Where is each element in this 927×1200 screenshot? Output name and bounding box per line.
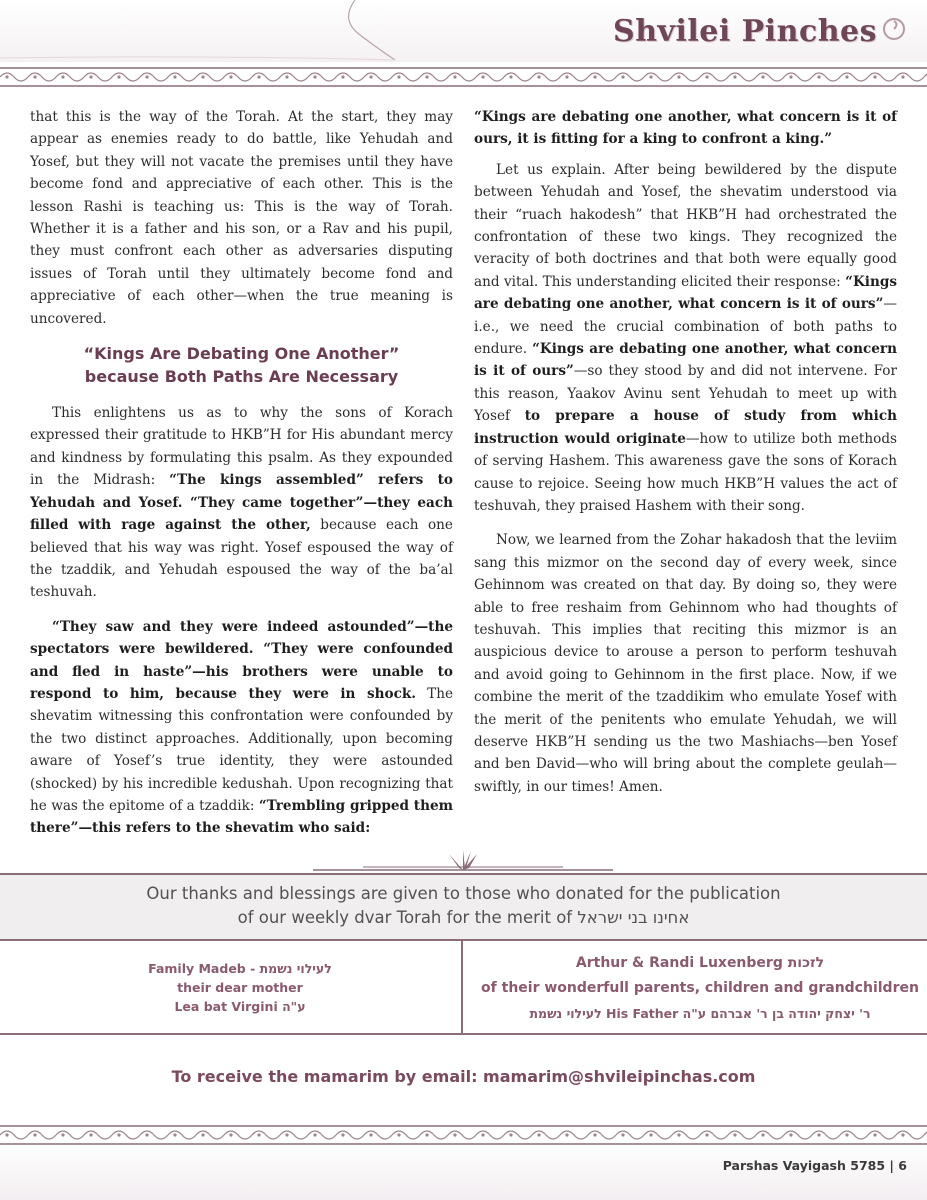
donor-thanks-line-1: Our thanks and blessings are given to those who donated for the publication	[146, 884, 781, 903]
scroll-ornament	[532, 1131, 560, 1139]
scroll-dot	[397, 75, 400, 78]
scroll-ornament	[308, 73, 336, 81]
scroll-dot	[117, 1133, 120, 1136]
text-run: —how to utilize both methods of serving Hashem. This awareness gave the sons of Korach cause to rejoice. Seeing how much HKB”H values the act of teshuvah, they praised Hashem with their song.	[474, 430, 898, 514]
section-subheading	[30, 342, 453, 388]
scroll-ornament	[420, 73, 448, 81]
donor-thanks-band	[0, 873, 927, 941]
scroll-dot	[341, 1133, 344, 1136]
donor-divider	[461, 939, 463, 1033]
scroll-ornament	[336, 73, 364, 81]
scroll-ornament	[28, 73, 56, 81]
text-run: The shevatim witnessing this confrontation were confounded by the two distinct approaches. Additionally, upon becoming aware of Yosef’s true identity, they were astounded (shocked) by his incredible kedushah. Upon recognizing that he was the epitome of a tzaddik:	[30, 685, 453, 814]
scroll-ornament	[56, 73, 84, 81]
scroll-ornament	[476, 73, 504, 81]
scroll-ornament	[448, 73, 476, 81]
scroll-dot	[117, 75, 120, 78]
top-ornament-border	[0, 66, 927, 88]
scroll-ornament	[644, 73, 672, 81]
scroll-dot	[313, 75, 316, 78]
scroll-ornament	[336, 1131, 364, 1139]
scroll-ornament	[140, 1131, 168, 1139]
scroll-ornament	[504, 1131, 532, 1139]
scroll-ornament	[392, 1131, 420, 1139]
scroll-ornament	[168, 73, 196, 81]
scroll-dot	[901, 75, 904, 78]
scroll-dot	[453, 1133, 456, 1136]
scroll-ornament	[616, 73, 644, 81]
scroll-ornament	[672, 1131, 700, 1139]
text-run: because each one believed that his way was right. Yosef espoused the way of the tzaddik, and Yehudah espoused the way of the ba’al teshuvah.	[30, 517, 453, 601]
scroll-ornament	[784, 1131, 812, 1139]
scroll-ornament	[364, 73, 392, 81]
scroll-ornament	[112, 1131, 140, 1139]
scroll-dot	[425, 75, 428, 78]
scroll-dot	[537, 75, 540, 78]
scroll-ornament	[84, 1131, 112, 1139]
header-swirl-decoration	[0, 0, 420, 62]
scroll-ornament	[840, 1131, 868, 1139]
fan-ornament-icon	[313, 850, 613, 874]
bold-run: “Trembling gripped them there”—this refers to the shevatim who said:	[30, 797, 453, 837]
bold-run: to prepare a house of study from which instruction would originate	[474, 408, 897, 447]
page-footer: Parshas Vayigash 5785 | 6	[722, 1158, 907, 1173]
scroll-dot	[537, 1133, 540, 1136]
scroll-ornament	[252, 73, 280, 81]
scroll-dot	[61, 75, 64, 78]
scroll-ornament	[476, 1131, 504, 1139]
scroll-ornament	[224, 73, 252, 81]
scroll-dot	[705, 1133, 708, 1136]
scroll-dot	[173, 1133, 176, 1136]
scroll-dot	[873, 1133, 876, 1136]
scroll-dot	[565, 75, 568, 78]
scroll-ornament	[812, 73, 840, 81]
scroll-ornament	[868, 1131, 896, 1139]
scroll-ornament	[28, 1131, 56, 1139]
scroll-dot	[593, 75, 596, 78]
scroll-dot	[509, 1133, 512, 1136]
bold-run: “Kings are debating one another, what concern is it of ours”	[474, 273, 897, 313]
scroll-dot	[145, 1133, 148, 1136]
scroll-dot	[313, 1133, 316, 1136]
dedication-line: Lea bat Virgini ע"ה	[174, 999, 306, 1014]
scroll-ornament	[280, 1131, 308, 1139]
scroll-dot	[173, 75, 176, 78]
scroll-dot	[89, 75, 92, 78]
scroll-dot	[369, 1133, 372, 1136]
scroll-ornament	[112, 73, 140, 81]
scroll-ornament	[784, 73, 812, 81]
right-column	[474, 106, 897, 810]
scroll-dot	[621, 1133, 624, 1136]
scroll-ornament	[840, 73, 868, 81]
scroll-dot	[201, 75, 204, 78]
scroll-ornament	[0, 73, 28, 81]
scroll-dot	[845, 1133, 848, 1136]
scroll-dot	[481, 75, 484, 78]
scroll-dot	[649, 1133, 652, 1136]
email-subscription-notice: To receive the mamarim by email: mamarim@shvileipinchas.com	[171, 1067, 756, 1086]
scroll-dot	[565, 1133, 568, 1136]
scroll-dot	[817, 1133, 820, 1136]
scroll-dot	[677, 1133, 680, 1136]
scroll-ornament	[196, 1131, 224, 1139]
scroll-ornament	[644, 1131, 672, 1139]
scroll-ornament	[252, 1131, 280, 1139]
scroll-dot	[789, 1133, 792, 1136]
dedication-line: Arthur & Randi Luxenberg לזכות	[575, 955, 825, 971]
dedication-line: their dear mother	[177, 980, 303, 995]
scroll-dot	[33, 1133, 36, 1136]
dedication-line: לעילוי נשמת His Father ר' יצחק יהודה בן ר' אברהם ע"ה	[529, 1006, 871, 1021]
scroll-dot	[845, 75, 848, 78]
scroll-ornament	[280, 73, 308, 81]
scroll-ornament	[588, 73, 616, 81]
left-column	[30, 106, 453, 852]
scroll-dot	[285, 75, 288, 78]
scroll-ornament	[56, 1131, 84, 1139]
scroll-ornament	[700, 73, 728, 81]
scroll-dot	[677, 75, 680, 78]
scroll-dot	[761, 75, 764, 78]
scroll-dot	[817, 75, 820, 78]
scroll-dot	[285, 1133, 288, 1136]
scroll-dot	[733, 1133, 736, 1136]
scroll-dot	[453, 75, 456, 78]
scroll-ornament	[560, 73, 588, 81]
scroll-ornament	[0, 1131, 28, 1139]
scroll-ornament	[84, 73, 112, 81]
scroll-ornament	[140, 73, 168, 81]
scroll-ornament	[532, 73, 560, 81]
scroll-dot	[89, 1133, 92, 1136]
scroll-dot	[425, 1133, 428, 1136]
right-paragraph-2	[474, 159, 897, 518]
scroll-ornament	[868, 73, 896, 81]
scroll-dot	[341, 75, 344, 78]
scroll-dot	[229, 75, 232, 78]
scroll-ornament	[896, 73, 924, 81]
text-run: —i.e., we need the crucial combination of both paths to endure.	[474, 296, 897, 358]
scroll-ornament	[308, 1131, 336, 1139]
scroll-dot	[257, 75, 260, 78]
scroll-dot	[397, 1133, 400, 1136]
scroll-ornament	[560, 1131, 588, 1139]
scroll-ornament	[588, 1131, 616, 1139]
scroll-ornament	[672, 73, 700, 81]
donor-thanks-line-2: of our weekly dvar Torah for the merit of אחינו בני ישראל	[237, 908, 690, 927]
scroll-dot	[61, 1133, 64, 1136]
scroll-dot	[761, 1133, 764, 1136]
scroll-dot	[5, 75, 8, 78]
donor-box	[0, 939, 927, 1035]
scroll-ornament	[896, 1131, 924, 1139]
left-paragraph-3	[30, 616, 453, 840]
scroll-ornament	[504, 73, 532, 81]
scroll-dot	[369, 75, 372, 78]
scroll-dot	[649, 75, 652, 78]
scroll-ornament	[728, 1131, 756, 1139]
subheading-line-2: because Both Paths Are Necessary	[84, 367, 399, 387]
scroll-ornament	[812, 1131, 840, 1139]
scroll-dot	[733, 75, 736, 78]
bold-run: “Kings are debating one another, what concern is it of ours”	[474, 341, 897, 380]
dedication-line: of their wonderfull parents, children and grandchildren	[481, 980, 919, 996]
text-run: —so they stood by and did not intervene. For this reason, Yaakov Avinu sent Yehudah to meet up with Yosef	[474, 363, 897, 425]
scroll-ornament	[168, 1131, 196, 1139]
scroll-dot	[257, 1133, 260, 1136]
text-run: Let us explain. After being bewildered by the dispute between Yehudah and Yosef, the shevatim understood via their “ruach hakodesh” that HKB”H had orchestrated the confrontation of these two kings. They recognized the veracity of both doctrines and that both were equally good and vital. This understanding elicited their response:	[474, 161, 897, 290]
left-paragraph-1: that this is the way of the Torah. At the start, they may appear as enemies ready to do battle, like Yehudah and Yosef, but they will not vacate the premises until they have become fond and appreciative of each other. This is the lesson Rashi is teaching us: This is the way of Torah. Whether it is a father and his son, or a Rav and his pupil, they must confront each other as adversaries disputing issues of Torah until they ultimately become fond and appreciative of each other—when the true meaning is uncovered.	[30, 109, 453, 327]
scroll-ornament	[616, 1131, 644, 1139]
right-paragraph-3: Now, we learned from the Zohar hakadosh that the leviim sang this mizmor on the second day of every week, since Gehinnom was created on that day. By doing so, they were able to free reshaim from Gehinnom who had thoughts of teshuvah. This implies that reciting this mizmor is an auspicious device to arouse a person to perform teshuvah and avoid going to Gehinnom in the first place. Now, if we combine the merit of the tzaddikim who emulate Yosef with the merit of the penitents who emulate Yehudah, we will deserve HKB”H sending us the two Mashiachs—ben Yosef and ben David—who will bring about the complete geulah—swiftly, in our times! Amen.	[474, 532, 897, 795]
scroll-ornament	[420, 1131, 448, 1139]
bold-run: “They saw and they were indeed astounded”—the spectators were bewildered. “They were confounded and fled in haste”—his brothers were unable to respond to him, because they were in shock.	[30, 618, 453, 702]
scroll-ornament	[224, 1131, 252, 1139]
bold-run: “Kings are debating one another, what concern is it of ours, it is fitting for a king to confront a king.”	[474, 109, 897, 148]
donor-thanks-text	[0, 875, 927, 930]
scroll-ornament	[756, 73, 784, 81]
scroll-ornament	[364, 1131, 392, 1139]
dedication-line: Family Madeb - לעילוי נשמת	[148, 961, 332, 976]
subheading-line-1: “Kings Are Debating One Another”	[83, 344, 400, 364]
scroll-dot	[873, 75, 876, 78]
scroll-dot	[789, 75, 792, 78]
scroll-ornament	[700, 1131, 728, 1139]
scroll-ornament	[756, 1131, 784, 1139]
bold-run: “The kings assembled” refers to Yehudah and Yosef. “They came together”—they each filled with rage against the other,	[30, 472, 453, 534]
scroll-ornament	[392, 73, 420, 81]
scroll-dot	[705, 75, 708, 78]
page-header	[0, 0, 927, 62]
masthead-title: Shvilei Pinches	[613, 14, 877, 49]
scroll-dot	[901, 1133, 904, 1136]
scroll-ornament	[196, 73, 224, 81]
scroll-dot	[145, 75, 148, 78]
scroll-dot	[509, 75, 512, 78]
text-run: This enlightens us as to why the sons of Korach expressed their gratitude to HKB”H for His abundant mercy and kindness by formulating this psalm. As they expounded in the Midrash:	[30, 405, 453, 489]
bottom-ornament-border	[0, 1124, 927, 1146]
scroll-dot	[621, 75, 624, 78]
scroll-dot	[593, 1133, 596, 1136]
scroll-ornament	[728, 73, 756, 81]
right-paragraph-1	[474, 106, 897, 151]
scroll-dot	[33, 75, 36, 78]
scroll-dot	[5, 1133, 8, 1136]
swirl-icon	[879, 14, 909, 44]
scroll-ornament	[448, 1131, 476, 1139]
scroll-dot	[201, 1133, 204, 1136]
scroll-dot	[229, 1133, 232, 1136]
left-paragraph-2	[30, 402, 453, 604]
donor-right-dedication	[475, 951, 925, 1026]
scroll-dot	[481, 1133, 484, 1136]
donor-left-dedication	[90, 959, 390, 1016]
